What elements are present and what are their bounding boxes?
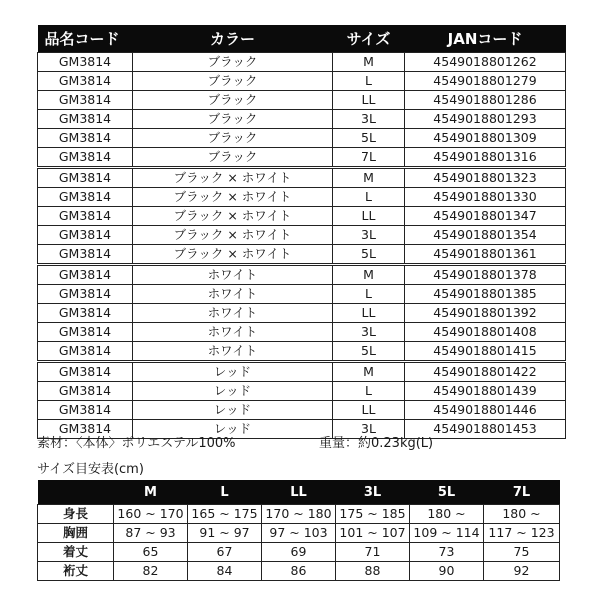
- size-cell: 3L: [333, 420, 405, 439]
- table-row: [38, 110, 566, 129]
- size-cell: 3L: [333, 110, 405, 129]
- jan-code-cell: 4549018801347: [405, 207, 566, 226]
- measurement-value: 71: [336, 543, 410, 562]
- measurement-value: 84: [188, 562, 262, 581]
- product-code-cell: GM3814: [38, 207, 133, 226]
- product-code-cell: GM3814: [38, 91, 133, 110]
- measurement-value: 170 ~ 180: [262, 505, 336, 524]
- product-notes: [37, 434, 565, 454]
- table-row: [38, 53, 566, 72]
- product-code-cell: GM3814: [38, 110, 133, 129]
- measurement-value: 67: [188, 543, 262, 562]
- size-cell: LL: [333, 304, 405, 323]
- measurement-value: 65: [114, 543, 188, 562]
- color-cell: ホワイト: [133, 265, 333, 285]
- size-cell: L: [333, 382, 405, 401]
- jan-code-cell: 4549018801323: [405, 168, 566, 188]
- size-cell: M: [333, 265, 405, 285]
- jan-code-cell: 4549018801354: [405, 226, 566, 245]
- measurement-value: 86: [262, 562, 336, 581]
- size-chart-table: [37, 480, 560, 581]
- size-chart-title: サイズ目安表(cm): [37, 462, 144, 477]
- color-cell: ブラック: [133, 72, 333, 91]
- header-product-code: 品名コード: [38, 25, 133, 53]
- jan-code-cell: 4549018801330: [405, 188, 566, 207]
- size-column-header: 7L: [484, 480, 560, 505]
- size-column-header: 5L: [410, 480, 484, 505]
- jan-code-cell: 4549018801293: [405, 110, 566, 129]
- size-cell: LL: [333, 207, 405, 226]
- jan-code-cell: 4549018801415: [405, 342, 566, 362]
- table-row: [38, 188, 566, 207]
- color-cell: ブラック: [133, 91, 333, 110]
- measurement-value: 91 ~ 97: [188, 524, 262, 543]
- color-cell: レッド: [133, 420, 333, 439]
- jan-code-cell: 4549018801262: [405, 53, 566, 72]
- jan-code-cell: 4549018801279: [405, 72, 566, 91]
- table-row: [38, 285, 566, 304]
- measurement-value: 180 ~: [484, 505, 560, 524]
- measurement-label: 裄丈: [38, 562, 114, 581]
- jan-code-cell: 4549018801392: [405, 304, 566, 323]
- size-cell: 3L: [333, 226, 405, 245]
- measurement-label: 身長: [38, 505, 114, 524]
- size-column-header: M: [114, 480, 188, 505]
- product-code-cell: GM3814: [38, 226, 133, 245]
- size-chart-row: [38, 505, 560, 524]
- jan-code-cell: 4549018801422: [405, 362, 566, 382]
- size-cell: 5L: [333, 245, 405, 265]
- color-cell: ブラック × ホワイト: [133, 245, 333, 265]
- color-cell: ブラック: [133, 148, 333, 168]
- size-column-header: L: [188, 480, 262, 505]
- size-chart-header: [38, 480, 560, 505]
- table-row: [38, 401, 566, 420]
- table-row: [38, 304, 566, 323]
- size-cell: LL: [333, 401, 405, 420]
- jan-code-cell: 4549018801446: [405, 401, 566, 420]
- color-cell: ブラック: [133, 129, 333, 148]
- color-cell: ブラック × ホワイト: [133, 168, 333, 188]
- product-table: [37, 25, 566, 439]
- size-chart-body: [38, 505, 560, 581]
- table-row: [38, 91, 566, 110]
- measurement-value: 82: [114, 562, 188, 581]
- table-row: [38, 207, 566, 226]
- size-cell: M: [333, 53, 405, 72]
- measurement-value: 117 ~ 123: [484, 524, 560, 543]
- weight-note: 重量：約0.23kg(L): [319, 436, 434, 451]
- table-row: [38, 129, 566, 148]
- measurement-value: 88: [336, 562, 410, 581]
- measurement-value: 73: [410, 543, 484, 562]
- jan-code-cell: 4549018801286: [405, 91, 566, 110]
- product-code-cell: GM3814: [38, 420, 133, 439]
- size-cell: LL: [333, 91, 405, 110]
- size-column-header: LL: [262, 480, 336, 505]
- size-cell: M: [333, 362, 405, 382]
- size-chart-row: [38, 524, 560, 543]
- color-cell: レッド: [133, 382, 333, 401]
- table-row: [38, 382, 566, 401]
- product-code-cell: GM3814: [38, 304, 133, 323]
- color-cell: レッド: [133, 401, 333, 420]
- color-cell: ブラック × ホワイト: [133, 188, 333, 207]
- material-note: 素材：〈本体〉ポリエステル100%: [37, 436, 236, 451]
- product-code-cell: GM3814: [38, 265, 133, 285]
- product-code-cell: GM3814: [38, 129, 133, 148]
- table-row: [38, 323, 566, 342]
- table-row: [38, 245, 566, 265]
- product-code-cell: GM3814: [38, 72, 133, 91]
- product-code-cell: GM3814: [38, 285, 133, 304]
- size-cell: 5L: [333, 342, 405, 362]
- size-cell: L: [333, 285, 405, 304]
- size-chart-row: [38, 543, 560, 562]
- size-cell: L: [333, 188, 405, 207]
- header-color: カラー: [133, 25, 333, 53]
- measurement-value: 87 ~ 93: [114, 524, 188, 543]
- table-row: [38, 342, 566, 362]
- product-code-cell: GM3814: [38, 342, 133, 362]
- size-cell: 5L: [333, 129, 405, 148]
- measurement-value: 160 ~ 170: [114, 505, 188, 524]
- table-row: [38, 362, 566, 382]
- color-cell: ブラック: [133, 110, 333, 129]
- header-jan-code: JANコード: [405, 25, 566, 53]
- table-row: [38, 148, 566, 168]
- product-code-cell: GM3814: [38, 401, 133, 420]
- jan-code-cell: 4549018801378: [405, 265, 566, 285]
- jan-code-cell: 4549018801361: [405, 245, 566, 265]
- product-code-cell: GM3814: [38, 148, 133, 168]
- product-code-cell: GM3814: [38, 168, 133, 188]
- table-row: [38, 168, 566, 188]
- product-table-body: [38, 53, 566, 439]
- product-code-cell: GM3814: [38, 53, 133, 72]
- measurement-value: 90: [410, 562, 484, 581]
- product-code-cell: GM3814: [38, 245, 133, 265]
- jan-code-cell: 4549018801439: [405, 382, 566, 401]
- size-cell: L: [333, 72, 405, 91]
- table-row: [38, 265, 566, 285]
- measurement-value: 175 ~ 185: [336, 505, 410, 524]
- size-chart-corner: [38, 480, 114, 505]
- measurement-value: 101 ~ 107: [336, 524, 410, 543]
- size-chart-row: [38, 562, 560, 581]
- measurement-label: 胸囲: [38, 524, 114, 543]
- color-cell: ブラック: [133, 53, 333, 72]
- measurement-value: 109 ~ 114: [410, 524, 484, 543]
- size-cell: 7L: [333, 148, 405, 168]
- measurement-value: 180 ~: [410, 505, 484, 524]
- color-cell: ホワイト: [133, 342, 333, 362]
- product-table-header: [38, 25, 566, 53]
- measurement-value: 165 ~ 175: [188, 505, 262, 524]
- measurement-label: 着丈: [38, 543, 114, 562]
- size-cell: M: [333, 168, 405, 188]
- product-code-cell: GM3814: [38, 323, 133, 342]
- measurement-value: 92: [484, 562, 560, 581]
- measurement-value: 97 ~ 103: [262, 524, 336, 543]
- jan-code-cell: 4549018801385: [405, 285, 566, 304]
- color-cell: レッド: [133, 362, 333, 382]
- size-cell: 3L: [333, 323, 405, 342]
- measurement-value: 75: [484, 543, 560, 562]
- size-column-header: 3L: [336, 480, 410, 505]
- product-code-cell: GM3814: [38, 188, 133, 207]
- jan-code-cell: 4549018801309: [405, 129, 566, 148]
- table-row: [38, 226, 566, 245]
- header-size: サイズ: [333, 25, 405, 53]
- product-code-cell: GM3814: [38, 382, 133, 401]
- jan-code-cell: 4549018801316: [405, 148, 566, 168]
- table-row: [38, 72, 566, 91]
- measurement-value: 69: [262, 543, 336, 562]
- color-cell: ホワイト: [133, 304, 333, 323]
- jan-code-cell: 4549018801408: [405, 323, 566, 342]
- color-cell: ホワイト: [133, 323, 333, 342]
- color-cell: ブラック × ホワイト: [133, 226, 333, 245]
- color-cell: ホワイト: [133, 285, 333, 304]
- product-code-cell: GM3814: [38, 362, 133, 382]
- color-cell: ブラック × ホワイト: [133, 207, 333, 226]
- jan-code-cell: 4549018801453: [405, 420, 566, 439]
